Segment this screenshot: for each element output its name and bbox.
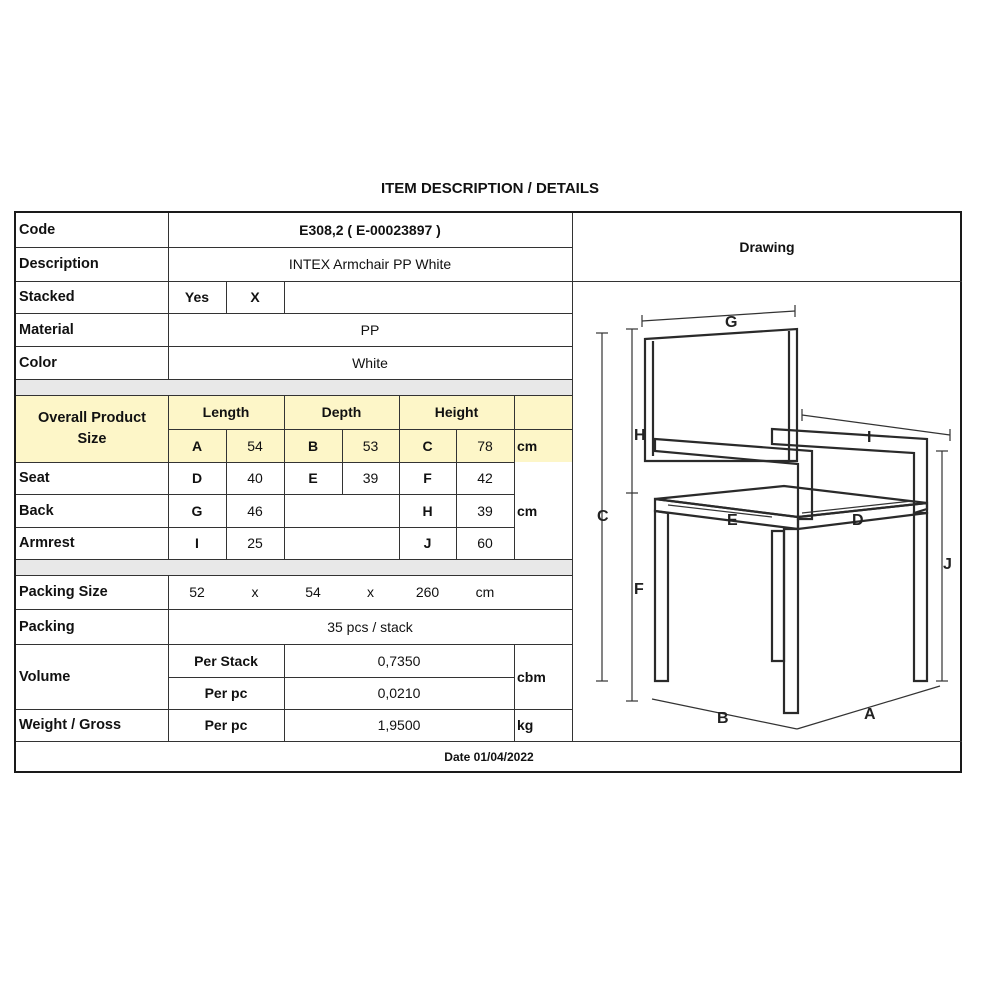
code-value: E308,2 ( E-00023897 ) xyxy=(299,222,441,238)
dim-h-letter: H xyxy=(422,502,433,519)
volume-label: Volume xyxy=(19,668,71,685)
chair-drawing xyxy=(572,281,962,741)
dim-a-value: 54 xyxy=(247,437,263,454)
overall-label: Overall Product Size xyxy=(38,410,146,447)
letter-j: J xyxy=(943,556,952,573)
dim-g-letter: G xyxy=(191,502,203,519)
volume-per-stack-value: 0,7350 xyxy=(377,652,421,669)
back-label: Back xyxy=(19,502,54,519)
color-value: White xyxy=(352,354,388,371)
volume-per-pc-value: 0,0210 xyxy=(377,685,421,701)
weight-value: 1,9500 xyxy=(377,717,421,733)
material-label: Material xyxy=(19,321,74,338)
letter-d: D xyxy=(852,512,864,529)
letter-f: F xyxy=(634,581,644,598)
code-label: Code xyxy=(19,222,56,238)
seat-back-arm-unit: cm xyxy=(517,502,538,519)
volume-unit: cbm xyxy=(517,668,546,685)
packing-size-x2: x xyxy=(367,584,374,600)
page-title: ITEM DESCRIPTION / DETAILS xyxy=(380,180,600,197)
packing-value: 35 pcs / stack xyxy=(327,618,413,635)
dim-j-value: 60 xyxy=(477,535,493,551)
separator-band xyxy=(16,379,572,395)
length-header: Length xyxy=(202,404,250,420)
weight-label: Weight / Gross xyxy=(19,717,122,733)
volume-per-stack-label: Per Stack xyxy=(194,652,258,669)
letter-b: B xyxy=(717,710,729,727)
packing-label: Packing xyxy=(19,618,75,635)
depth-header: Depth xyxy=(321,404,362,420)
stacked-yes: Yes xyxy=(184,289,210,305)
weight-unit: kg xyxy=(517,717,534,733)
material-value: PP xyxy=(360,321,380,338)
packing-size-v3: 260 xyxy=(415,584,440,600)
color-label: Color xyxy=(19,354,57,371)
dim-b-value: 53 xyxy=(362,437,379,454)
height-header: Height xyxy=(434,404,479,420)
dim-e-letter: E xyxy=(308,470,318,486)
packing-size-unit: cm xyxy=(475,584,495,600)
date-footer: Date 01/04/2022 xyxy=(444,750,534,764)
dim-c-value: 78 xyxy=(477,437,493,454)
seat-label: Seat xyxy=(19,470,50,486)
letter-a: A xyxy=(864,706,876,723)
packing-size-label: Packing Size xyxy=(19,584,108,600)
dim-g-value: 46 xyxy=(247,502,263,519)
dim-h-value: 39 xyxy=(477,502,493,519)
armrest-label: Armrest xyxy=(19,535,75,551)
description-value: INTEX Armchair PP White xyxy=(288,256,452,272)
dim-b-letter: B xyxy=(307,437,319,454)
overall-unit: cm xyxy=(517,437,538,454)
letter-c: C xyxy=(597,508,609,525)
letter-h: H xyxy=(634,427,646,444)
separator-band xyxy=(16,559,572,575)
packing-size-x1: x xyxy=(251,584,259,600)
dim-c-letter: C xyxy=(422,437,433,454)
letter-e: E xyxy=(727,512,738,529)
drawing-label: Drawing xyxy=(739,239,795,255)
weight-per-pc-label: Per pc xyxy=(204,717,248,733)
dim-f-value: 42 xyxy=(477,470,493,486)
letter-i: I xyxy=(867,429,872,446)
packing-size-v1: 52 xyxy=(189,584,205,600)
volume-per-pc-label: Per pc xyxy=(204,685,248,701)
dim-a-letter: A xyxy=(191,437,203,454)
packing-size-v2: 54 xyxy=(305,584,321,600)
stacked-label: Stacked xyxy=(19,289,75,305)
dim-j-letter: J xyxy=(423,535,432,551)
dim-f-letter: F xyxy=(423,470,432,486)
dim-d-letter: D xyxy=(191,470,203,486)
dim-i-letter: I xyxy=(195,535,199,551)
stacked-mark: X xyxy=(250,289,260,305)
dim-d-value: 40 xyxy=(247,470,263,486)
dim-i-value: 25 xyxy=(247,535,263,551)
spec-sheet xyxy=(14,211,962,773)
letter-g: G xyxy=(725,314,738,331)
dim-e-value: 39 xyxy=(362,470,379,486)
description-label: Description xyxy=(19,256,99,272)
